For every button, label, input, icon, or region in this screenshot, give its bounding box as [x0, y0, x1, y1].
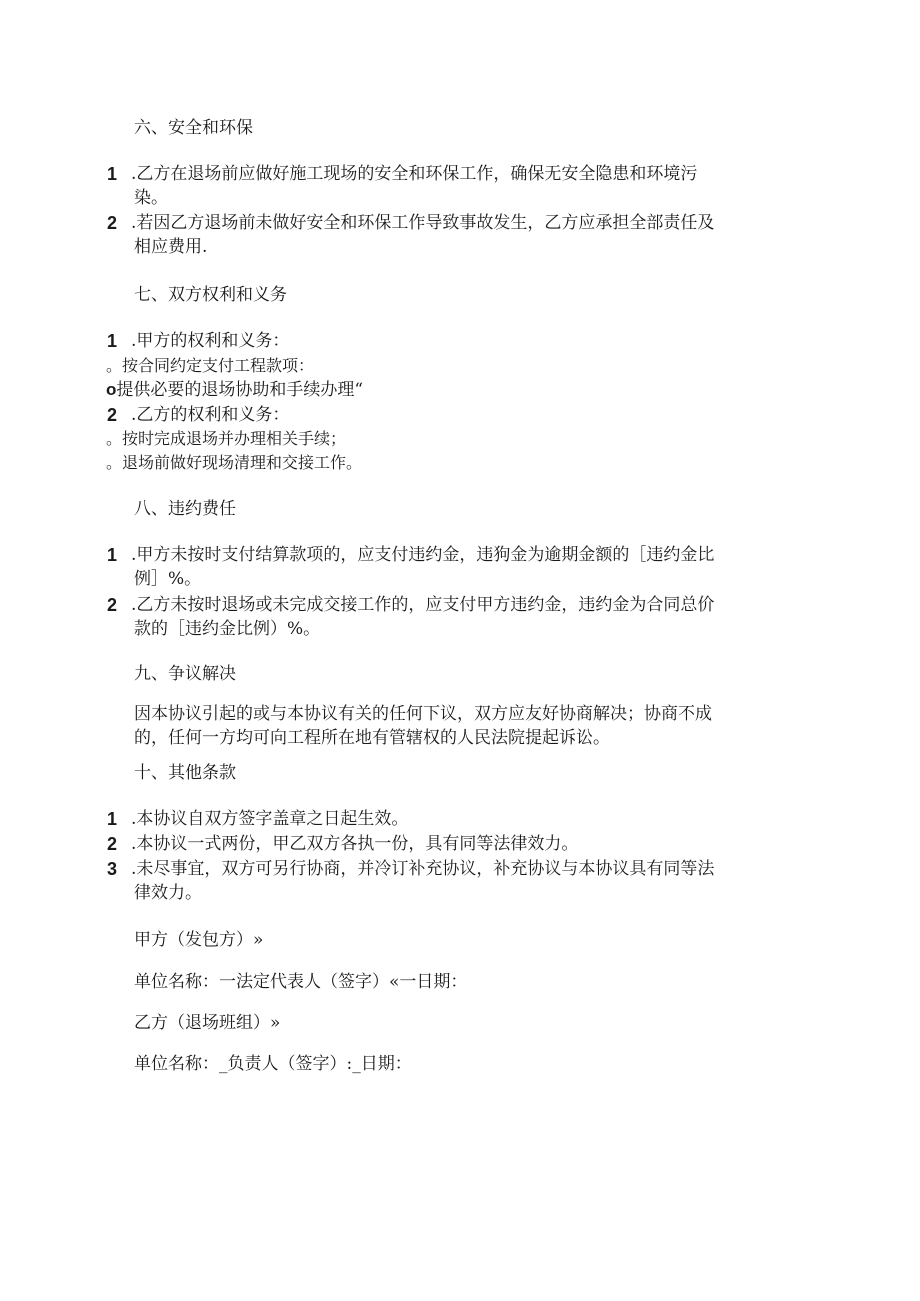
bullet-text: 提供必要的退场协助和手续办理“	[116, 380, 364, 400]
item-text-continued: 例］%。	[134, 569, 202, 589]
item-number: 1	[107, 164, 118, 184]
paragraph-text-continued: 的，任何一方均可向工程所在地有管辖权的人民法院提起诉讼。	[134, 728, 610, 748]
item-number: 1	[107, 809, 118, 829]
item-text: .乙方在退场前应做好施工现场的安全和环保工作，确保无安全隐患和环境污	[131, 164, 698, 184]
item-text: .本协议一式两份，甲乙双方各执一份，具有同等法律效力。	[131, 834, 579, 854]
item-number: 1	[107, 545, 118, 565]
section-heading-rights: 七、双方权利和义务	[134, 285, 287, 305]
item-text: .未尽事宜，双方可另行协商，并冷订补充协议，补充协议与本协议具有同等法	[131, 859, 715, 879]
item-number: 2	[107, 834, 118, 854]
item-text: .甲方的权利和义务：	[131, 331, 290, 351]
sub-bullet	[106, 378, 363, 402]
item-number: 2	[107, 213, 118, 233]
item-number: 2	[107, 405, 118, 425]
sub-bullet: 。退场前做好现场清理和交接工作。	[106, 453, 363, 472]
party-a-label: 甲方（发包方）»	[134, 930, 264, 950]
sub-bullet: 。按时完成退场并办理相关手续；	[106, 429, 347, 448]
section-heading-safety: 六、安全和环保	[134, 118, 253, 138]
party-a-signature-fields: 单位名称：一法定代表人（签字）«一日期：	[134, 972, 468, 992]
item-text: .乙方的权利和义务：	[131, 405, 290, 425]
section-heading-liability: 八、违约费任	[134, 499, 236, 519]
item-text-continued: 染。	[134, 188, 168, 208]
bullet-mark: o	[106, 380, 117, 399]
paragraph-text: 因本协议引起的或与本协议有关的任何下议，双方应友好协商解决；协商不成	[134, 704, 712, 724]
item-text: .本协议自双方签字盖章之日起生效。	[131, 809, 409, 829]
item-number: 2	[107, 595, 118, 615]
item-text-continued: 律效力。	[134, 883, 202, 903]
item-text-continued: 款的［违约金比例）%。	[134, 619, 321, 639]
item-text: .乙方未按时退场或未完成交接工作的，应支付甲方违约金，违约金为合同总价	[131, 595, 715, 615]
item-text-continued: 相应费用.	[134, 237, 208, 257]
item-text: .甲方未按时支付结算款项的，应支付违约金，违狗金为逾期金额的［违约金比	[131, 545, 715, 565]
item-number: 3	[107, 859, 118, 879]
item-number: 1	[107, 331, 118, 351]
sub-bullet: 。按合同约定支付工程款项：	[106, 356, 315, 375]
party-b-label: 乙方（退场班组）»	[134, 1013, 281, 1033]
party-b-signature-fields: 单位名称：_负责人（签字）:_日期：	[134, 1054, 412, 1074]
section-heading-dispute: 九、争议解决	[134, 664, 236, 684]
item-text: .若因乙方退场前未做好安全和环保工作导致事故发生，乙方应承担全部责任及	[131, 213, 715, 233]
section-heading-other: 十、其他条款	[134, 763, 236, 783]
